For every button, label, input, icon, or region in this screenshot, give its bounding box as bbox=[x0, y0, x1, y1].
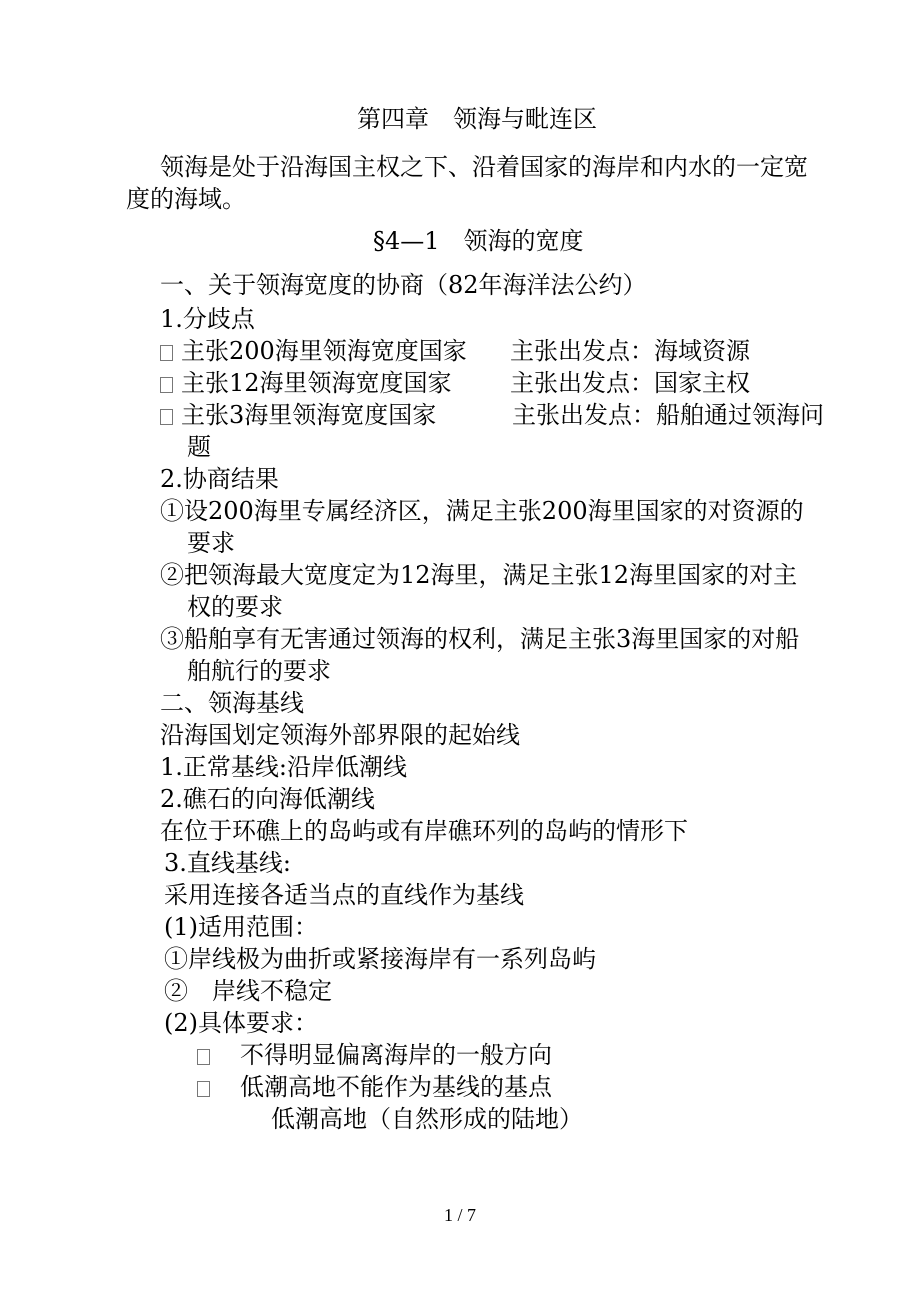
point-result: 2.协商结果 bbox=[160, 465, 279, 493]
requirement-2-text: 低潮高地不能作为基线的基点 bbox=[240, 1073, 552, 1101]
intro-line-1: 领海是处于沿海国主权之下、沿着国家的海岸和内水的一定宽 bbox=[160, 153, 808, 181]
heading-2: 二、领海基线 bbox=[160, 689, 304, 717]
result-2-cont: 权的要求 bbox=[187, 593, 283, 621]
checkbox-icon bbox=[160, 345, 173, 361]
scope-2: ② 岸线不稳定 bbox=[164, 977, 332, 1005]
intro-line-2: 度的海域。 bbox=[126, 185, 246, 213]
baseline-normal: 1.正常基线:沿岸低潮线 bbox=[160, 753, 407, 781]
claim-3 bbox=[160, 400, 436, 430]
result-2: ②把领海最大宽度定为12海里，满足主张12海里国家的对主 bbox=[160, 561, 798, 589]
requirements-heading: (2)具体要求： bbox=[164, 1009, 318, 1037]
baseline-straight-desc: 采用连接各适当点的直线作为基线 bbox=[164, 881, 524, 909]
chapter-title: 第四章 领海与毗连区 bbox=[357, 105, 597, 133]
baseline-definition: 沿海国划定领海外部界限的起始线 bbox=[160, 721, 520, 749]
requirement-2 bbox=[197, 1072, 552, 1102]
result-1: ①设200海里专属经济区，满足主张200海里国家的对资源的 bbox=[160, 497, 804, 525]
page-number: 1 / 7 bbox=[443, 1205, 476, 1225]
claim-3-a: 主张3海里领海宽度国家 bbox=[181, 401, 437, 429]
scope-heading: (1)适用范围： bbox=[164, 913, 318, 941]
result-1-cont: 要求 bbox=[187, 529, 235, 557]
checkbox-icon bbox=[160, 409, 173, 425]
requirement-1 bbox=[197, 1040, 552, 1070]
heading-1: 一、关于领海宽度的协商（82年海洋法公约） bbox=[160, 271, 647, 299]
result-3: ③船舶享有无害通过领海的权利，满足主张3海里国家的对船 bbox=[160, 625, 800, 653]
low-tide-note: 低潮高地（自然形成的陆地） bbox=[271, 1105, 583, 1133]
claim-3-cont: 题 bbox=[187, 433, 211, 461]
claim-1 bbox=[160, 336, 467, 366]
claim-1-a: 主张200海里领海宽度国家 bbox=[181, 337, 467, 365]
point-disagreement: 1.分歧点 bbox=[160, 305, 255, 333]
claim-3-b: 主张出发点：船舶通过领海问 bbox=[512, 401, 824, 429]
scope-1: ①岸线极为曲折或紧接海岸有一系列岛屿 bbox=[164, 945, 596, 973]
baseline-straight: 3.直线基线: bbox=[164, 849, 291, 877]
claim-2-b: 主张出发点：国家主权 bbox=[510, 369, 750, 397]
baseline-reef: 2.礁石的向海低潮线 bbox=[160, 785, 375, 813]
checkbox-icon bbox=[197, 1081, 210, 1097]
section-title: §4—1 领海的宽度 bbox=[373, 227, 584, 255]
claim-2 bbox=[160, 368, 452, 398]
requirement-1-text: 不得明显偏离海岸的一般方向 bbox=[240, 1041, 552, 1069]
checkbox-icon bbox=[197, 1049, 210, 1065]
baseline-reef-desc: 在位于环礁上的岛屿或有岸礁环列的岛屿的情形下 bbox=[160, 817, 688, 845]
checkbox-icon bbox=[160, 377, 173, 393]
claim-1-b: 主张出发点：海域资源 bbox=[510, 337, 750, 365]
claim-2-a: 主张12海里领海宽度国家 bbox=[181, 369, 452, 397]
result-3-cont: 舶航行的要求 bbox=[187, 657, 331, 685]
